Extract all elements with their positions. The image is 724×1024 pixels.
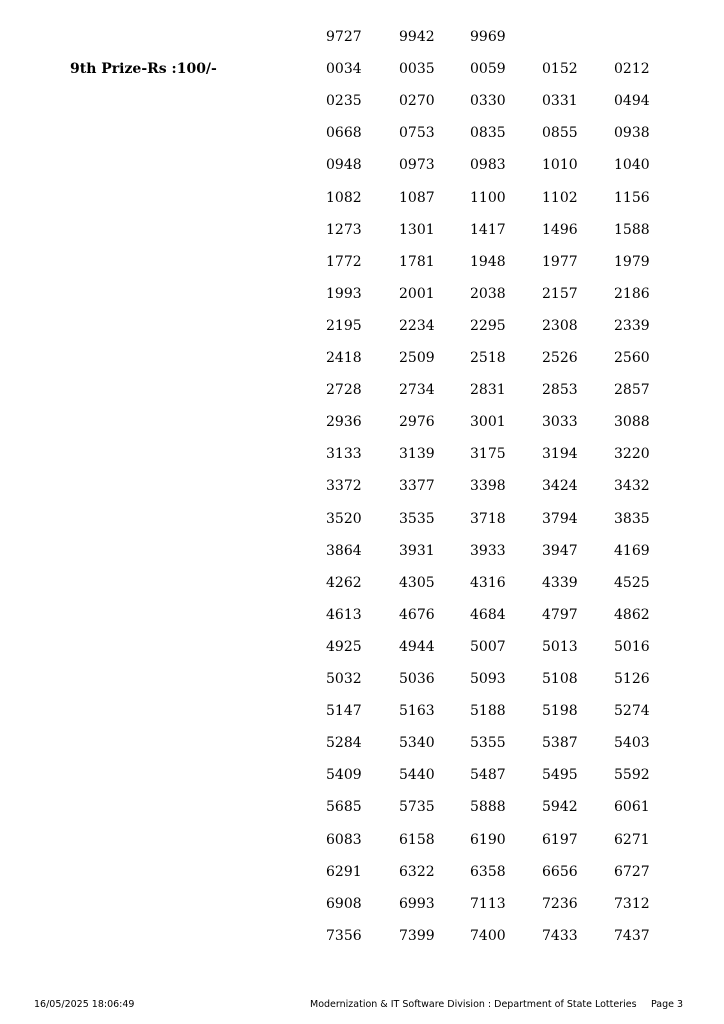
winning-number: 1979 bbox=[614, 253, 650, 270]
winning-number: 5355 bbox=[470, 735, 506, 752]
number-row bbox=[0, 445, 724, 465]
winning-number: 5198 bbox=[542, 703, 578, 720]
number-row bbox=[0, 189, 724, 209]
winning-number: 3794 bbox=[542, 510, 578, 527]
winning-number: 5036 bbox=[399, 671, 435, 687]
winning-number: 3931 bbox=[399, 542, 435, 559]
winning-number: 5016 bbox=[614, 638, 650, 655]
winning-number: 3175 bbox=[470, 446, 506, 463]
winning-number: 3133 bbox=[326, 446, 362, 463]
winning-number: 7437 bbox=[614, 927, 650, 944]
number-row bbox=[0, 253, 724, 273]
winning-number: 0753 bbox=[399, 125, 435, 142]
winning-number: 2339 bbox=[614, 317, 650, 334]
winning-number: 2853 bbox=[542, 382, 578, 399]
number-row bbox=[0, 863, 724, 883]
winning-number: 3377 bbox=[399, 478, 435, 495]
winning-number: 2195 bbox=[326, 317, 362, 334]
winning-number: 3139 bbox=[399, 446, 435, 463]
winning-number: 2509 bbox=[399, 350, 435, 366]
winning-number: 0034 bbox=[326, 61, 362, 78]
winning-number: 5163 bbox=[399, 703, 435, 720]
winning-number: 2728 bbox=[326, 382, 362, 399]
winning-number: 5592 bbox=[614, 767, 650, 784]
number-row bbox=[0, 702, 724, 722]
winning-number: 4305 bbox=[399, 574, 435, 591]
winning-number: 0938 bbox=[614, 125, 650, 142]
winning-number: 5440 bbox=[399, 767, 435, 784]
winning-number: 3835 bbox=[614, 510, 650, 527]
winning-number: 4316 bbox=[470, 574, 506, 591]
winning-number: 2936 bbox=[326, 414, 362, 431]
winning-number: 7113 bbox=[470, 895, 506, 912]
number-row bbox=[0, 317, 724, 337]
winning-number: 0059 bbox=[470, 61, 506, 78]
winning-number: 5188 bbox=[470, 703, 506, 720]
winning-number: 2186 bbox=[614, 285, 650, 302]
winning-number: 9942 bbox=[399, 29, 435, 45]
number-row bbox=[0, 285, 724, 305]
number-row bbox=[0, 798, 724, 818]
winning-number: 2560 bbox=[614, 350, 650, 366]
number-row bbox=[0, 156, 724, 176]
winning-number: 5340 bbox=[399, 735, 435, 752]
number-row bbox=[0, 542, 724, 562]
winning-number: 0855 bbox=[542, 125, 578, 142]
winning-number: 5487 bbox=[470, 767, 506, 784]
number-row bbox=[0, 766, 724, 786]
number-row bbox=[0, 60, 724, 80]
winning-number: 3194 bbox=[542, 446, 578, 463]
winning-number: 4339 bbox=[542, 574, 578, 591]
number-row bbox=[0, 574, 724, 594]
winning-number: 0494 bbox=[614, 93, 650, 110]
winning-number: 5495 bbox=[542, 767, 578, 784]
winning-number: 4925 bbox=[326, 638, 362, 655]
winning-number: 6656 bbox=[542, 863, 578, 880]
winning-number: 1496 bbox=[542, 221, 578, 238]
number-row bbox=[0, 510, 724, 530]
winning-number: 4613 bbox=[326, 606, 362, 623]
winning-number: 1010 bbox=[542, 157, 578, 174]
winning-number: 0835 bbox=[470, 125, 506, 142]
winning-number: 1948 bbox=[470, 253, 506, 270]
winning-number: 0331 bbox=[542, 93, 578, 110]
winning-number: 1156 bbox=[614, 189, 650, 206]
winning-number: 6322 bbox=[399, 863, 435, 880]
winning-number: 2157 bbox=[542, 285, 578, 302]
winning-number: 1100 bbox=[470, 189, 506, 206]
number-row bbox=[0, 381, 724, 401]
winning-number: 4684 bbox=[470, 606, 506, 623]
winning-number: 0152 bbox=[542, 61, 578, 78]
winning-number: 1273 bbox=[326, 221, 362, 238]
winning-number: 7236 bbox=[542, 895, 578, 912]
winning-number: 6358 bbox=[470, 863, 506, 880]
page-footer bbox=[0, 998, 724, 1014]
footer-page-number: Page 3 bbox=[651, 999, 684, 1010]
winning-number: 1588 bbox=[614, 221, 650, 238]
footer-division: Modernization & IT Software Division : Department of State Lotteries bbox=[310, 999, 637, 1010]
winning-number: 0212 bbox=[614, 61, 650, 78]
number-row bbox=[0, 606, 724, 626]
winning-number: 7433 bbox=[542, 927, 578, 944]
winning-number: 1102 bbox=[542, 189, 578, 206]
winning-number: 7356 bbox=[326, 927, 362, 944]
winning-number: 4862 bbox=[614, 606, 650, 623]
number-row bbox=[0, 28, 724, 48]
winning-number: 3432 bbox=[614, 478, 650, 495]
winning-number: 0270 bbox=[399, 93, 435, 110]
number-row bbox=[0, 413, 724, 433]
winning-number: 4944 bbox=[399, 638, 435, 655]
winning-number: 2976 bbox=[399, 414, 435, 431]
winning-number: 3033 bbox=[542, 414, 578, 431]
footer-timestamp: 16/05/2025 18:06:49 bbox=[34, 999, 135, 1010]
winning-number: 2038 bbox=[470, 285, 506, 302]
winning-number: 5409 bbox=[326, 767, 362, 784]
winning-number: 3520 bbox=[326, 510, 362, 527]
number-row bbox=[0, 124, 724, 144]
winning-number: 4525 bbox=[614, 574, 650, 591]
winning-number: 1977 bbox=[542, 253, 578, 270]
winning-number: 0035 bbox=[399, 61, 435, 78]
winning-number: 2001 bbox=[399, 285, 435, 302]
winning-number: 0973 bbox=[399, 157, 435, 174]
winning-number: 5685 bbox=[326, 799, 362, 816]
winning-number: 1087 bbox=[399, 189, 435, 206]
winning-number: 1993 bbox=[326, 285, 362, 302]
winning-number: 2418 bbox=[326, 350, 362, 366]
winning-number: 1040 bbox=[614, 157, 650, 174]
prize-label: 9th Prize-Rs :100/- bbox=[70, 61, 217, 77]
winning-number: 4676 bbox=[399, 606, 435, 623]
winning-number: 9969 bbox=[470, 29, 506, 45]
winning-number: 0330 bbox=[470, 93, 506, 110]
winning-number: 0235 bbox=[326, 93, 362, 110]
winning-number: 2295 bbox=[470, 317, 506, 334]
winning-number: 5093 bbox=[470, 671, 506, 687]
winning-number: 6993 bbox=[399, 895, 435, 912]
winning-number: 6908 bbox=[326, 895, 362, 912]
winning-number: 3220 bbox=[614, 446, 650, 463]
winning-number: 5403 bbox=[614, 735, 650, 752]
winning-number: 2526 bbox=[542, 350, 578, 366]
winning-number: 3933 bbox=[470, 542, 506, 559]
winning-number: 3947 bbox=[542, 542, 578, 559]
number-row bbox=[0, 831, 724, 851]
winning-number: 1301 bbox=[399, 221, 435, 238]
winning-number: 5013 bbox=[542, 638, 578, 655]
winning-number: 2831 bbox=[470, 382, 506, 399]
winning-number: 2234 bbox=[399, 317, 435, 334]
winning-number: 6271 bbox=[614, 831, 650, 848]
winning-number: 9727 bbox=[326, 29, 362, 45]
winning-number: 7312 bbox=[614, 895, 650, 912]
winning-number: 5888 bbox=[470, 799, 506, 816]
winning-number: 6083 bbox=[326, 831, 362, 848]
winning-number: 0668 bbox=[326, 125, 362, 142]
winning-number: 0948 bbox=[326, 157, 362, 174]
winning-number: 2308 bbox=[542, 317, 578, 334]
winning-number: 3088 bbox=[614, 414, 650, 431]
winning-number: 5942 bbox=[542, 799, 578, 816]
number-row bbox=[0, 92, 724, 112]
winning-number: 5147 bbox=[326, 703, 362, 720]
winning-number: 5387 bbox=[542, 735, 578, 752]
winning-number: 5007 bbox=[470, 638, 506, 655]
winning-number: 6197 bbox=[542, 831, 578, 848]
winning-number: 5032 bbox=[326, 671, 362, 687]
winning-number: 4262 bbox=[326, 574, 362, 591]
winning-number: 0983 bbox=[470, 157, 506, 174]
winning-number: 6190 bbox=[470, 831, 506, 848]
winning-number: 5108 bbox=[542, 671, 578, 687]
winning-number: 4169 bbox=[614, 542, 650, 559]
winning-number: 7399 bbox=[399, 927, 435, 944]
winning-number: 3001 bbox=[470, 414, 506, 431]
winning-number: 5735 bbox=[399, 799, 435, 816]
winning-number: 5126 bbox=[614, 671, 650, 687]
number-row bbox=[0, 638, 724, 658]
number-row bbox=[0, 895, 724, 915]
winning-number: 2518 bbox=[470, 350, 506, 366]
winning-number: 1082 bbox=[326, 189, 362, 206]
winning-number: 3535 bbox=[399, 510, 435, 527]
winning-number: 3424 bbox=[542, 478, 578, 495]
winning-number: 3398 bbox=[470, 478, 506, 495]
winning-number: 3864 bbox=[326, 542, 362, 559]
winning-number: 6727 bbox=[614, 863, 650, 880]
winning-number: 1417 bbox=[470, 221, 506, 238]
winning-number: 5274 bbox=[614, 703, 650, 720]
winning-number: 4797 bbox=[542, 606, 578, 623]
winning-number: 6061 bbox=[614, 799, 650, 816]
number-row bbox=[0, 927, 724, 947]
winning-number: 2857 bbox=[614, 382, 650, 399]
winning-number: 6291 bbox=[326, 863, 362, 880]
winning-number: 2734 bbox=[399, 382, 435, 399]
winning-number: 6158 bbox=[399, 831, 435, 848]
winning-number: 1772 bbox=[326, 253, 362, 270]
number-row bbox=[0, 349, 724, 369]
winning-number: 3372 bbox=[326, 478, 362, 495]
winning-number: 5284 bbox=[326, 735, 362, 752]
winning-number: 1781 bbox=[399, 253, 435, 270]
winning-number: 3718 bbox=[470, 510, 506, 527]
winning-number: 7400 bbox=[470, 927, 506, 944]
number-row bbox=[0, 221, 724, 241]
number-row bbox=[0, 477, 724, 497]
number-row bbox=[0, 734, 724, 754]
number-row bbox=[0, 670, 724, 690]
